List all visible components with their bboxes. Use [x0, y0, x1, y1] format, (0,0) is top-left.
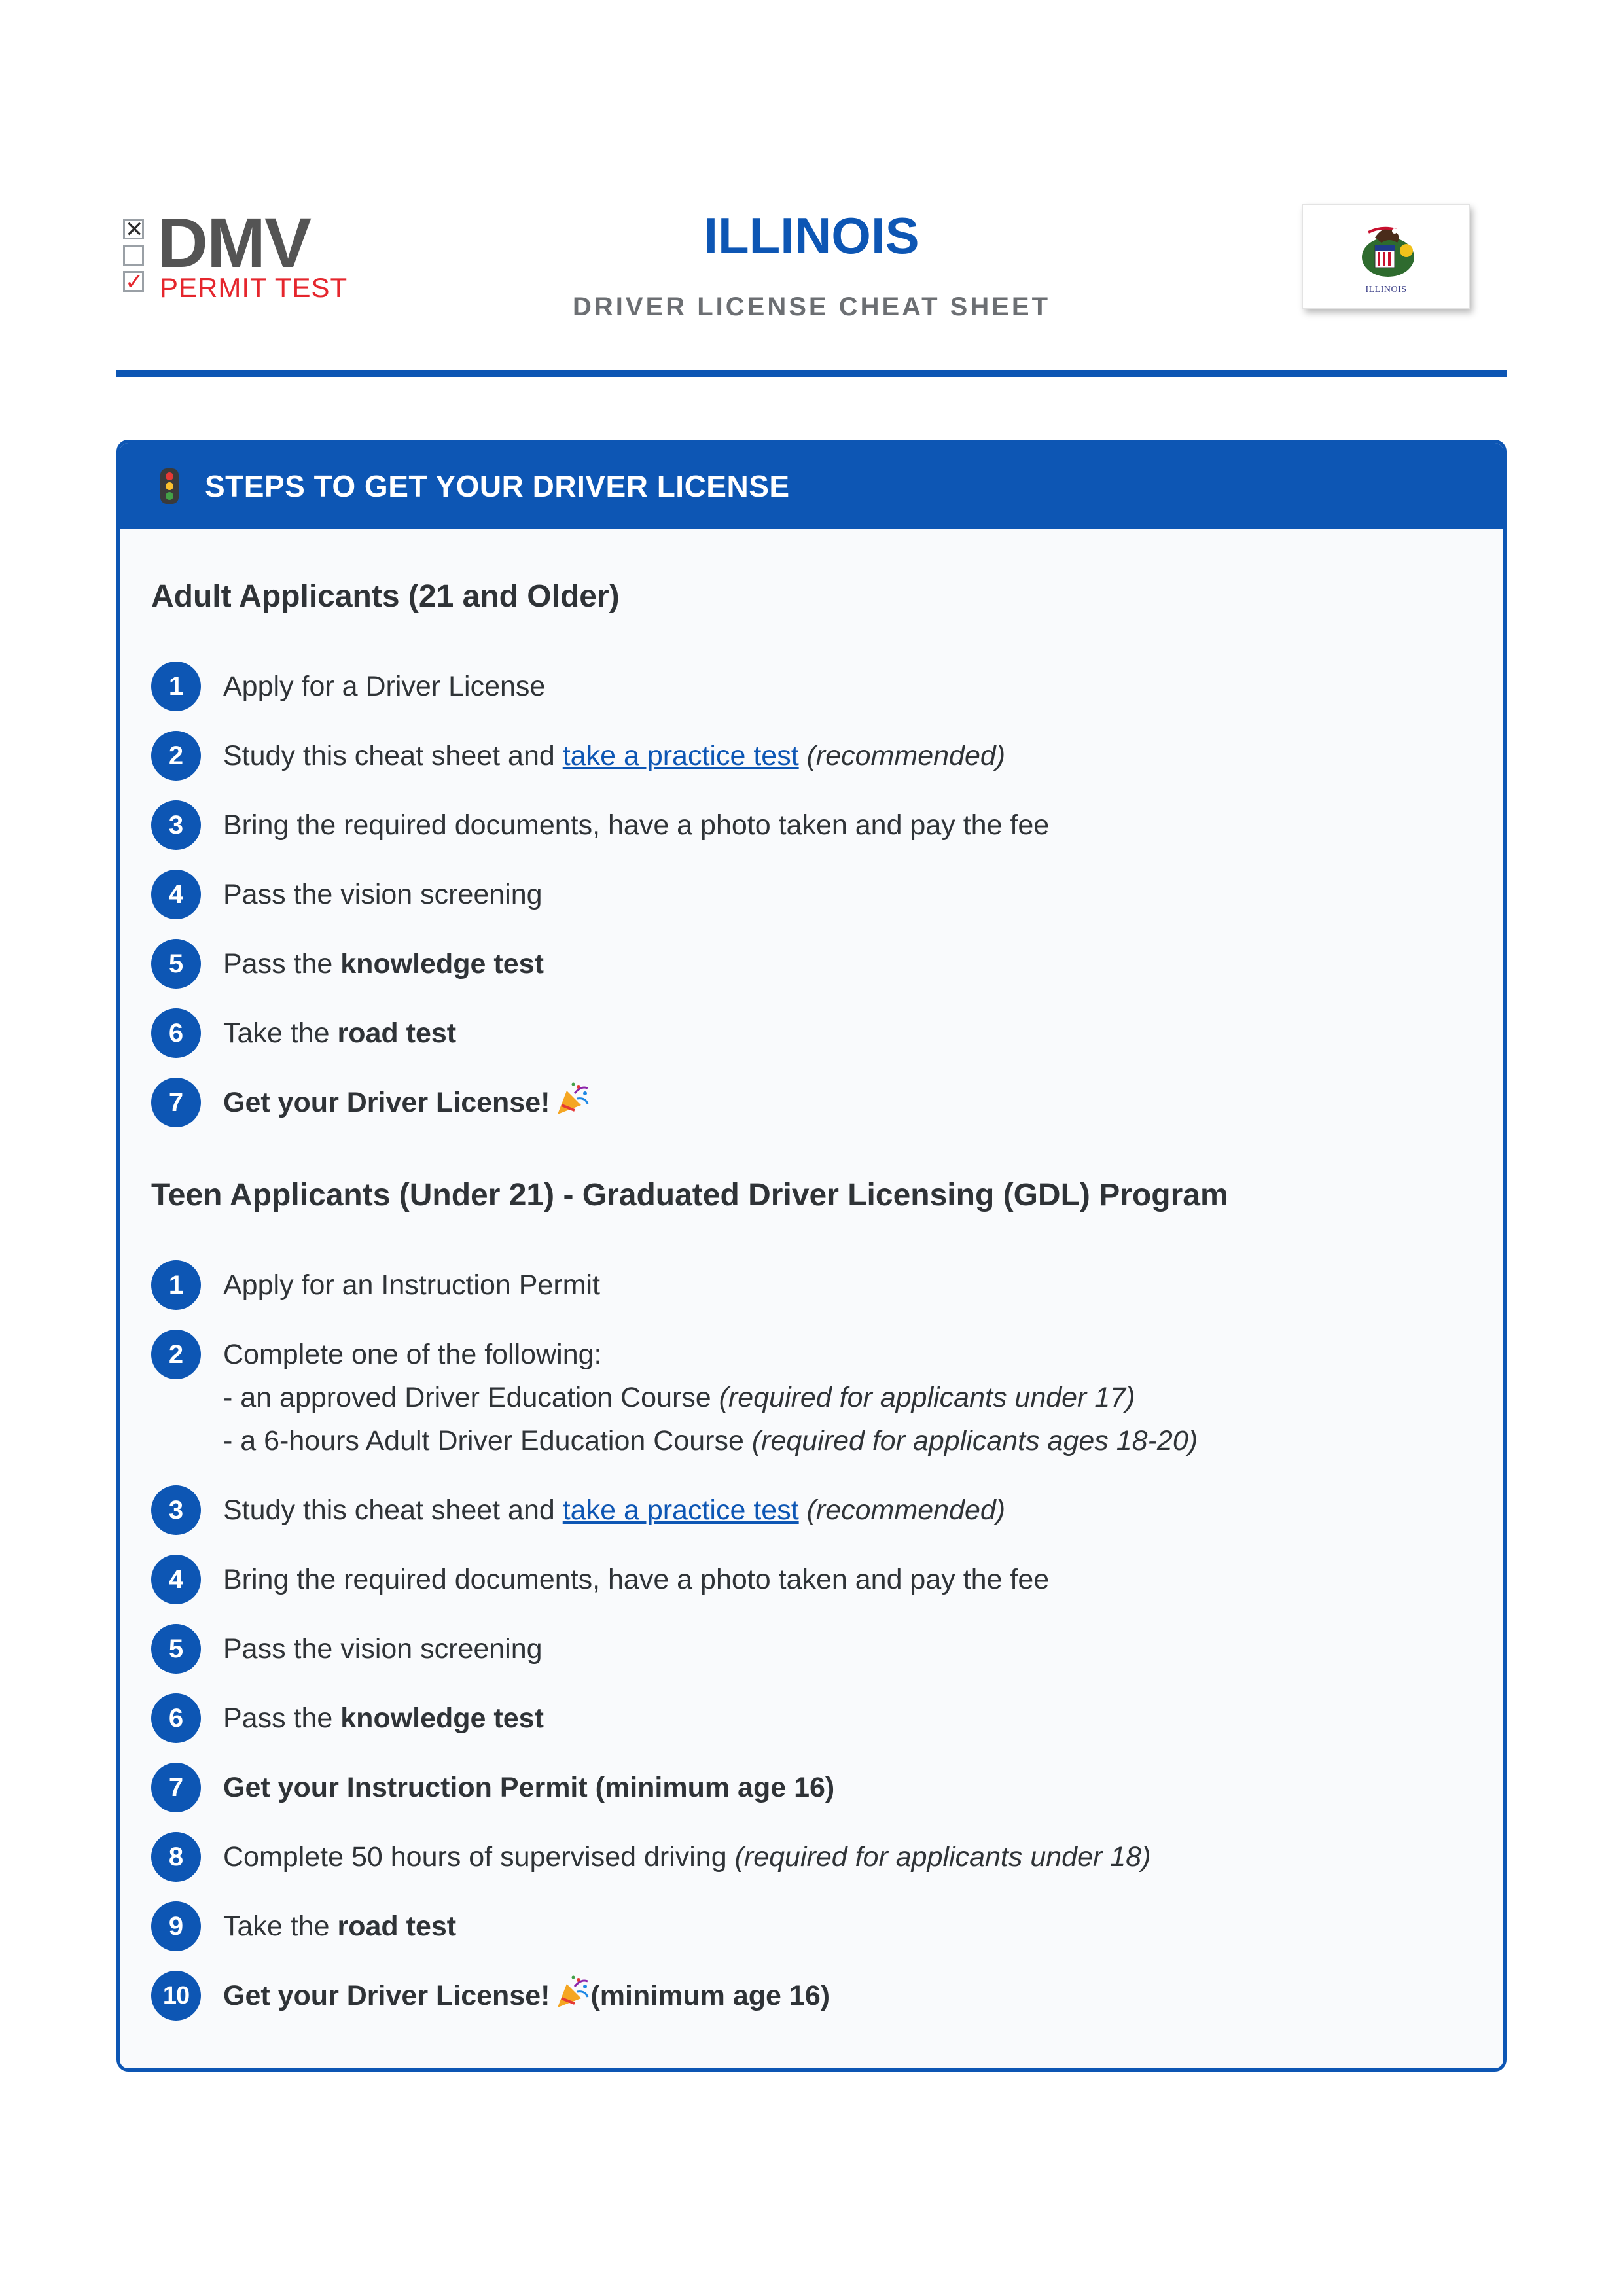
step-bold: road test: [337, 1911, 457, 1942]
step-note: (recommended): [806, 740, 1006, 771]
step-number: 3: [151, 1485, 201, 1535]
step-text: Bring the required documents, have a photo taken and pay the fee: [223, 1564, 1050, 1595]
checkbox-icon: ✕: [123, 219, 144, 239]
step-number: 4: [151, 1555, 201, 1604]
step-number: 6: [151, 1008, 201, 1058]
step-bold: road test: [337, 1017, 457, 1049]
party-popper-icon: [555, 1975, 590, 2010]
dmv-logo: [123, 203, 359, 303]
step-text: Study this cheat sheet and: [223, 1494, 563, 1526]
step-bold: (minimum age 16): [590, 1980, 830, 2011]
step-number: 4: [151, 870, 201, 919]
step-bold: Get your Instruction Permit (minimum age 16): [223, 1772, 835, 1803]
steps-card: [116, 440, 1507, 2072]
step-bold: Get your Driver License!: [223, 1980, 550, 2011]
page-subtitle: DRIVER LICENSE CHEAT SHEET: [573, 292, 1050, 321]
step-subitem: - an approved Driver Education Course: [223, 1382, 719, 1413]
flag-label: ILLINOIS: [1365, 285, 1407, 294]
step-text: Pass the: [223, 1703, 341, 1734]
illinois-flag: [1302, 204, 1470, 309]
step-number: 9: [151, 1901, 201, 1951]
logo-checkboxes: [123, 219, 147, 297]
step-number: 5: [151, 1624, 201, 1674]
step-note: (required for applicants under 18): [734, 1841, 1151, 1873]
logo-permit-text: PERMIT TEST: [160, 272, 348, 303]
teen-section-title: Teen Applicants (Under 21) - Graduated Driver Licensing (GDL) Program: [151, 1178, 1228, 1212]
card-header: [120, 443, 1503, 529]
checkbox-icon: [123, 245, 144, 266]
step-text: Pass the vision screening: [223, 879, 543, 910]
step-text: Study this cheat sheet and: [223, 740, 563, 771]
step-text: Apply for an Instruction Permit: [223, 1269, 600, 1301]
step-text: Pass the: [223, 948, 341, 980]
step-note: (required for applicants ages 18-20): [751, 1425, 1198, 1457]
adult-section-title: Adult Applicants (21 and Older): [151, 579, 620, 614]
step-text: Complete one of the following:: [223, 1339, 602, 1370]
step-text: Apply for a Driver License: [223, 671, 546, 702]
step-number: 2: [151, 1330, 201, 1379]
logo-dmv-text: DMV: [157, 203, 310, 282]
step-bold: knowledge test: [340, 1703, 544, 1734]
step-number: 1: [151, 662, 201, 711]
step-number: 1: [151, 1260, 201, 1310]
card-heading: STEPS TO GET YOUR DRIVER LICENSE: [205, 469, 790, 503]
step-note: (required for applicants under 17): [719, 1382, 1135, 1413]
step-number: 7: [151, 1763, 201, 1812]
step-number: 10: [151, 1971, 201, 2021]
step-text: Take the: [223, 1017, 338, 1049]
step-note: (recommended): [806, 1494, 1006, 1526]
checkbox-icon: ✓: [123, 271, 144, 292]
step-subitem: - a 6-hours Adult Driver Education Course: [223, 1425, 752, 1457]
step-number: 5: [151, 939, 201, 989]
step-text: Pass the vision screening: [223, 1633, 543, 1665]
illinois-seal-icon: [1355, 218, 1421, 281]
step-bold: Get your Driver License!: [223, 1087, 550, 1118]
step-number: 3: [151, 800, 201, 850]
step-bold: knowledge test: [340, 948, 544, 980]
step-number: 7: [151, 1078, 201, 1127]
practice-test-link[interactable]: take a practice test: [562, 1494, 799, 1526]
traffic-light-icon: [159, 467, 180, 505]
step-text: Take the: [223, 1911, 338, 1942]
party-popper-icon: [555, 1082, 590, 1117]
header-divider: [116, 370, 1507, 377]
step-number: 6: [151, 1693, 201, 1743]
step-number: 2: [151, 731, 201, 781]
step-text: Bring the required documents, have a photo taken and pay the fee: [223, 809, 1050, 841]
step-text: Complete 50 hours of supervised driving: [223, 1841, 735, 1873]
practice-test-link[interactable]: take a practice test: [562, 740, 799, 771]
step-number: 8: [151, 1832, 201, 1882]
page-title: ILLINOIS: [704, 207, 919, 264]
